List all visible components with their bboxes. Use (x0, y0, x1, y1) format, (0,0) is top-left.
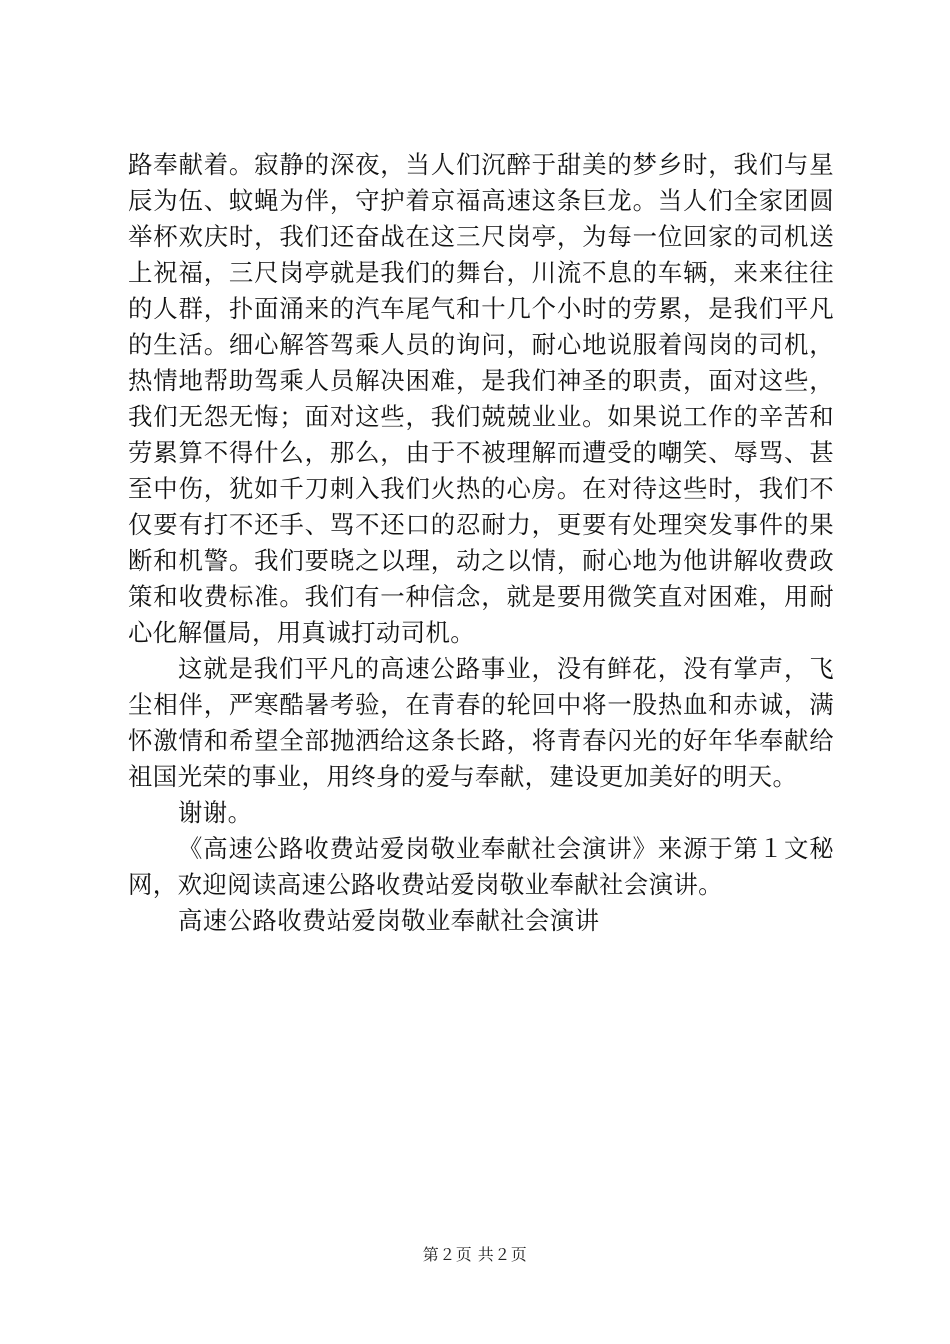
document-body (128, 147, 834, 939)
page-footer: 第２页 共２页 (422, 1245, 528, 1264)
paragraph-2: 这就是我们平凡的高速公路事业，没有鲜花，没有掌声，飞尘相伴，严寒酷暑考验，在青春的轮回中将一股热血和赤诚，满怀激情和希望全部抛洒给这条长路，将青春闪光的好年华奉献给祖国光荣的事业，用终身的爱与奉献，建设更加美好的明天。 (128, 654, 834, 791)
paragraph-thanks: 谢谢。 (178, 798, 253, 827)
paragraph-1: 路奉献着。寂静的深夜，当人们沉醉于甜美的梦乡时，我们与星辰为伍、蚊蝇为伴，守护着京福高速这条巨龙。当人们全家团圆举杯欢庆时，我们还奋战在这三尺岗亭，为每一位回家的司机送上祝福，三尺岗亭就是我们的舞台，川流不息的车辆，来来往往的人群，扑面涌来的汽车尾气和十几个小时的劳累，是我们平凡的生活。细心解答驾乘人员的询问，耐心地说服着闯岗的司机，热情地帮助驾乘人员解决困难，是我们神圣的职责，面对这些，我们无怨无悔；面对这些，我们兢兢业业。如果说工作的辛苦和劳累算不得什么，那么，由于不被理解而遭受的嘲笑、辱骂、甚至中伤，犹如千刀刺入我们火热的心房。在对待这些时，我们不仅要有打不还手、骂不还口的忍耐力，更要有处理突发事件的果断和机警。我们要晓之以理，动之以情，耐心地为他讲解收费政策和收费标准。我们有一种信念，就是要用微笑直对困难，用耐心化解僵局，用真诚打动司机。 (128, 150, 834, 647)
paragraph-title-repeat: 高速公路收费站爱岗敬业奉献社会演讲 (178, 906, 600, 935)
paragraph-source-note: 《高速公路收费站爱岗敬业奉献社会演讲》来源于第１文秘网，欢迎阅读高速公路收费站爱岗敬业奉献社会演讲。 (128, 834, 834, 899)
